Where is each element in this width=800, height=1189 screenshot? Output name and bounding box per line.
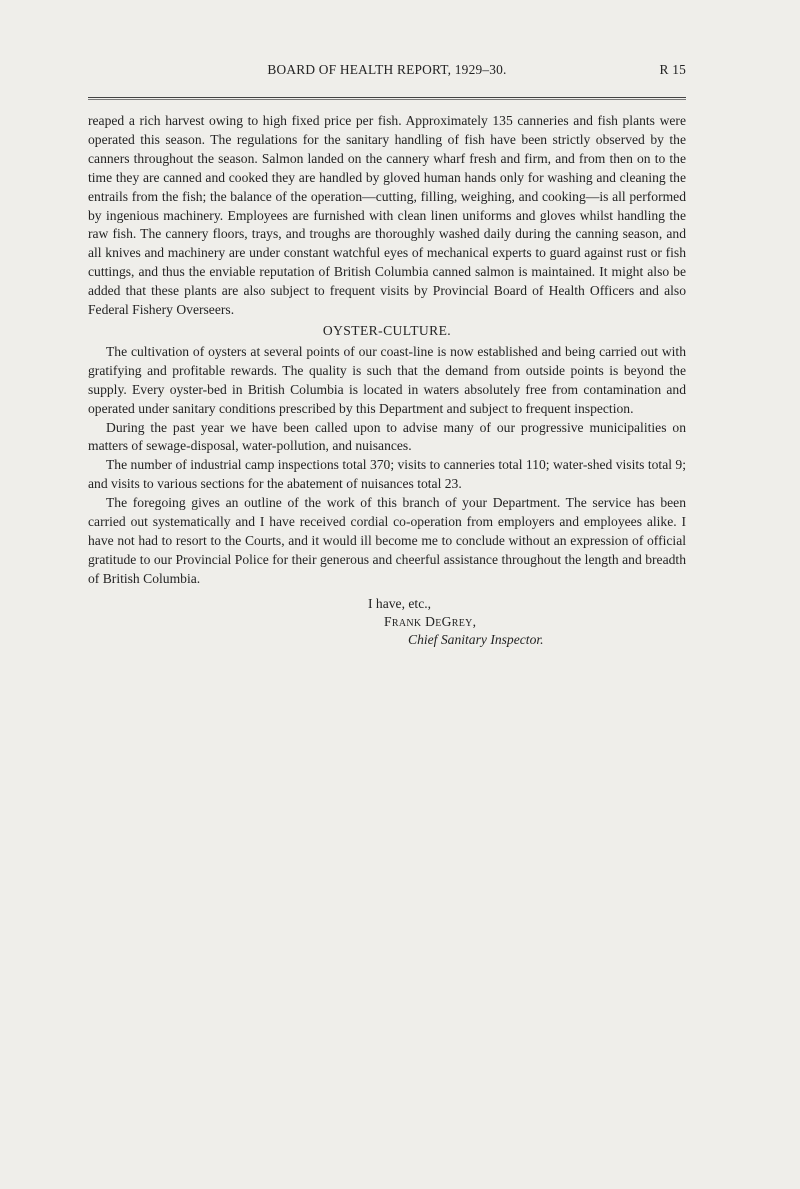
signature-block bbox=[88, 591, 686, 651]
document-body bbox=[88, 112, 686, 651]
section-title-oyster-culture: OYSTER-CULTURE. bbox=[322, 322, 452, 338]
page-number: R 15 bbox=[659, 62, 686, 77]
signatory-name: Frank DeGrey, bbox=[384, 613, 477, 629]
running-header bbox=[88, 62, 686, 80]
closing-salutation: I have, etc., bbox=[368, 595, 432, 611]
paragraph-cannery-continued: reaped a rich harvest owing to high fixed price per fish. Approximately 135 canneries and fish plants were operated this season. The regulations for the sanitary handling of fish have been strictly observed by the canners throughout the season. Salmon landed on the cannery wharf fresh and firm, and from then on to the time they are canned and cooked they are handled by gloved human hands only for washing and cleaning the entrails from the fish; the balance of the operation—cutting, filling, weighing, and cooking—is all performed by ingenious machinery. Employees are furnished with clean linen uniforms and gloves whilst handling the raw fish. The cannery floors, trays, and troughs are thoroughly washed daily during the canning season, and all knives and machinery are under constant watchful eyes of mechanical experts to guard against rust or fish cuttings, and thus the enviable reputation of British Columbia canned salmon is maintained. It might also be added that these plants are also subject to frequent visits by Provincial Board of Health Officers and also Federal Fishery Overseers. bbox=[88, 113, 686, 318]
header-rule bbox=[88, 97, 686, 98]
paragraph-inspection-totals: The number of industrial camp inspections total 370; visits to canneries total 110; water-shed visits total 9; and visits to various sections for the abatement of nuisances total 23. bbox=[88, 457, 686, 492]
paragraph-oyster-culture: The cultivation of oysters at several points of our coast-line is now established and being carried out with gratifying and profitable rewards. The quality is such that the demand from outside points is beyond the supply. Every oyster-bed in British Columbia is located in waters absolutely free from contamination and operated under sanitary conditions prescribed by this Department and subject to frequent inspection. bbox=[88, 343, 686, 416]
paragraph-conclusion: The foregoing gives an outline of the work of this branch of your Department. The service has been carried out systematically and I have received cordial co-operation from employers and employees alike. I have not had to resort to the Courts, and it would ill become me to conclude without an expression of official gratitude to our Provincial Police for their generous and cheerful assistance throughout the length and breadth of British Columbia. bbox=[88, 495, 686, 586]
signatory-title: Chief Sanitary Inspector. bbox=[408, 631, 544, 647]
header-title: BOARD OF HEALTH REPORT, 1929–30. bbox=[267, 62, 507, 77]
paragraph-municipal-advice: During the past year we have been called upon to advise many of our progressive municipalities on matters of sewage-disposal, water-pollution, and nuisances. bbox=[88, 419, 686, 454]
header-rule-secondary bbox=[88, 99, 686, 100]
